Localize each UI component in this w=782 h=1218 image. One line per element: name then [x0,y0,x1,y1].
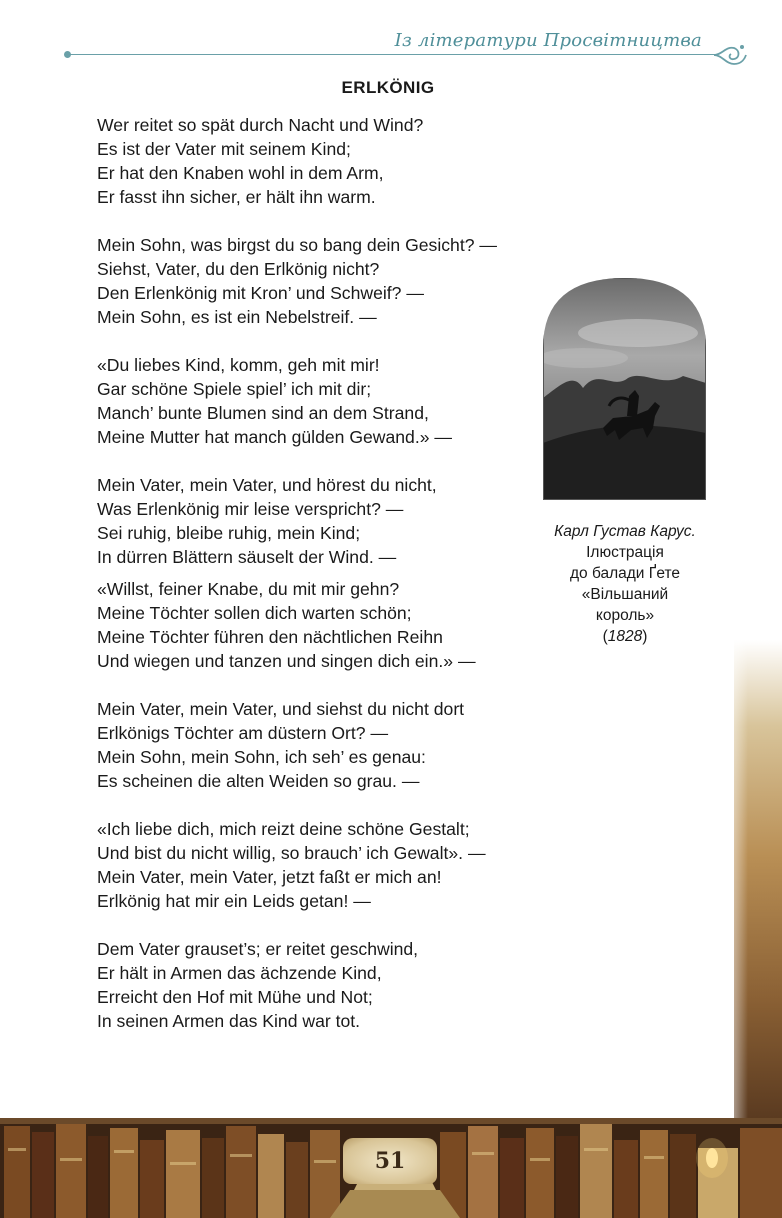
verse-line: Manch’ bunte Blumen sind an dem Strand, [97,403,429,423]
verse-line: Und bist du nicht willig, so brauch’ ich Gewalt». — [97,843,486,863]
verse-line: Dem Vater grauset’s; er reitet geschwind, [97,939,419,959]
poem-title: ERLKÖNIG [341,78,435,97]
verse-line: Es scheinen die alten Weiden so grau. — [97,771,420,791]
caption-line: «Вільшаний [581,586,669,603]
verse-line: Erlkönig hat mir ein Leids getan! — [97,891,371,911]
verse-line: Meine Mutter hat manch gülden Gewand.» — [97,427,453,447]
verse-line: «Ich liebe dich, mich reizt deine schöne Gestalt; [97,819,470,839]
year-close-paren: ) [642,628,648,645]
caption-author: Карл Густав Карус. [554,523,696,540]
verse-line: Meine Töchter sollen dich warten schön; [97,603,412,623]
verse-line: Mein Vater, mein Vater, und siehst du nicht dort [97,699,465,719]
verse-line: Es ist der Vater mit seinem Kind; [97,139,351,159]
stanza-1 [97,113,557,209]
verse-line: Was Erlenkönig mir leise verspricht? — [97,499,404,519]
verse-line: Gar schöne Spiele spiel’ ich mit dir; [97,379,372,399]
verse-line: «Willst, feiner Knabe, du mit mir gehn? [97,579,400,599]
verse-line: «Du liebes Kind, komm, geh mit mir! [97,355,380,375]
page-edge-fade [718,600,748,1120]
verse-line: In dürren Blättern säuselt der Wind. — [97,547,397,567]
stanza-6 [97,697,557,793]
stanza-5 [97,577,557,673]
verse-line: Wer reitet so spät durch Nacht und Wind? [97,115,424,135]
caption-line: король» [595,607,655,624]
verse-line: Mein Sohn, was birgst du so bang dein Gesicht? — [97,235,497,255]
caption-year [520,626,730,647]
stanza-8 [97,937,557,1033]
year-open-paren: ( [602,628,608,645]
flourish-ornament-icon [712,38,748,72]
verse-line: Erreicht den Hof mit Mühe und Not; [97,987,373,1007]
page-number: 51 [343,1138,437,1184]
stanza-2 [97,233,557,329]
verse-line: In seinen Armen das Kind war tot. [97,1011,361,1031]
year-value: 1828 [607,628,643,645]
stanza-4 [97,473,557,569]
caption-line: Ілюстрація [586,544,664,561]
stanza-7 [97,817,557,913]
illustration-image [543,278,706,500]
verse-line: Mein Vater, mein Vater, jetzt faßt er mich an! [97,867,442,887]
verse-line: Mein Sohn, es ist ein Nebelstreif. — [97,307,377,327]
section-title: Із літератури Просвітництва [387,30,710,51]
verse-line: Erlkönigs Töchter am düstern Ort? — [97,723,389,743]
header-rule [68,54,718,55]
verse-line: Siehst, Vater, du den Erlkönig nicht? [97,259,380,279]
caption-line: до балади Ґете [569,565,680,582]
verse-line: Sei ruhig, bleibe ruhig, mein Kind; [97,523,361,543]
verse-line: Den Erlenkönig mit Kron’ und Schweif? — [97,283,424,303]
verse-line: Er hat den Knaben wohl in dem Arm, [97,163,384,183]
verse-line: Er hält in Armen das ächzende Kind, [97,963,382,983]
verse-line: Er fasst ihn sicher, er hält ihn warm. [97,187,376,207]
verse-line: Meine Töchter führen den nächtlichen Reihn [97,627,443,647]
stanza-3 [97,353,557,449]
verse-line: Mein Sohn, mein Sohn, ich seh’ es genau: [97,747,426,767]
illustration-caption [520,521,730,647]
verse-line: Und wiegen und tanzen und singen dich ein.» — [97,651,476,671]
poem-body [97,113,557,1057]
verse-line: Mein Vater, mein Vater, und hörest du nicht, [97,475,437,495]
